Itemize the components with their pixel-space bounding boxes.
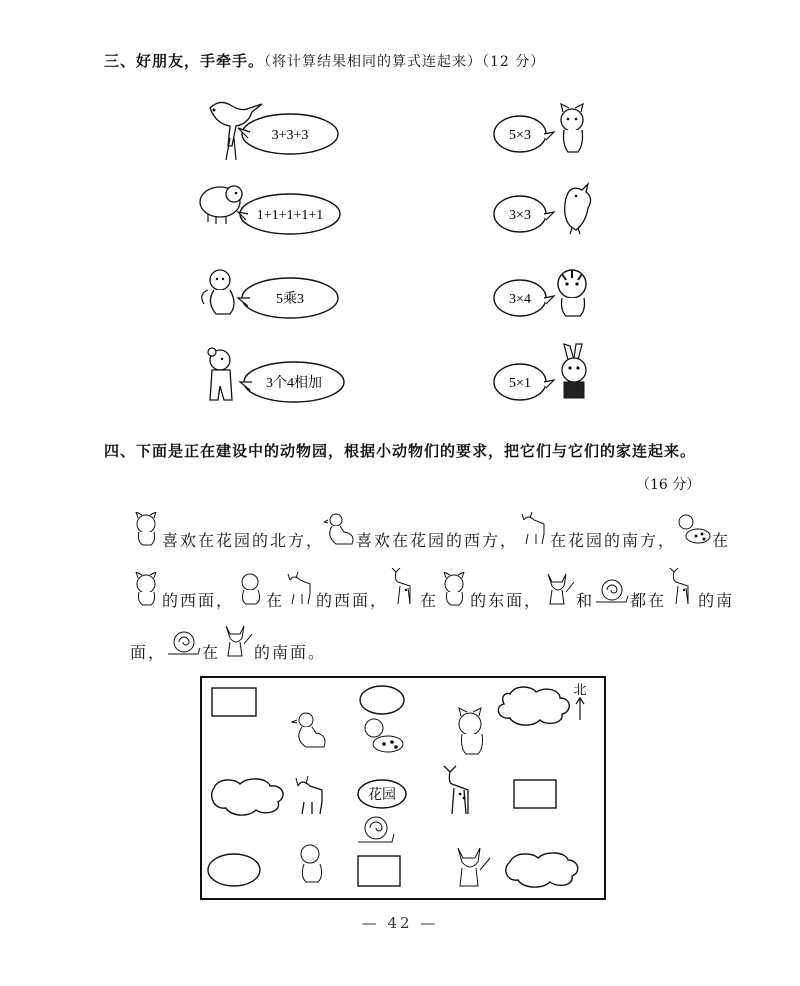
- duck-icon: [324, 512, 356, 550]
- right-bubble-1[interactable]: [494, 116, 554, 152]
- paragraph-line-1: 喜欢在花园的北方， 喜欢在花园的西方， 在花园的南方， 在: [130, 512, 730, 551]
- bear-icon: [208, 348, 232, 400]
- matching-area: [0, 80, 800, 420]
- section4-heading: 四、下面是正在建设中的动物园，根据小动物们的要求，把它们与它们的家连起来。: [104, 442, 697, 460]
- cat-icon: [438, 572, 470, 610]
- home-oval-top-center[interactable]: [360, 686, 404, 714]
- goat-icon: [284, 572, 316, 610]
- left-expr-4: 3个4相加: [266, 376, 322, 391]
- tiger-icon: [558, 270, 586, 316]
- left-bubble-3[interactable]: [238, 278, 338, 318]
- section3-heading: [104, 50, 545, 71]
- section3-title: 三、好朋友，手牵手。: [104, 52, 265, 70]
- right-expr-3: 3×4: [509, 292, 531, 307]
- right-expr-1: 5×3: [509, 128, 531, 143]
- cat-icon: [561, 104, 583, 152]
- left-bubble-2[interactable]: [238, 194, 340, 234]
- cat-icon: [130, 512, 162, 550]
- fox-icon: [542, 572, 576, 610]
- sheep-icon: [200, 186, 242, 224]
- right-bubble-2[interactable]: [494, 196, 554, 232]
- cat-icon: [130, 572, 162, 610]
- right-expr-2: 3×3: [509, 208, 531, 223]
- right-expr-4: 5×1: [509, 376, 531, 391]
- goat-icon: [518, 512, 550, 550]
- paragraph-line-2: 的西面， 在 的西面， 在 的东面， 和 都在 的南: [130, 568, 734, 611]
- dog-icon: [676, 512, 712, 550]
- parrot-icon: [565, 184, 591, 234]
- paragraph-line-3: 面， 在 的南面。: [130, 624, 326, 663]
- left-bubble-4[interactable]: [240, 362, 344, 402]
- home-rect-middle-right[interactable]: [514, 780, 556, 808]
- monkey-icon: [202, 270, 234, 314]
- section3-note: （将计算结果相同的算式连起来）（12 分）: [264, 54, 546, 70]
- monkey-icon: [234, 572, 266, 610]
- section4-score: （16 分）: [636, 477, 701, 493]
- garden-label: 花园: [368, 788, 396, 803]
- deer-icon: [388, 568, 420, 610]
- left-expr-3: 5乘3: [276, 292, 304, 307]
- right-bubble-3[interactable]: [494, 280, 554, 316]
- zoo-map: [200, 676, 608, 904]
- snail-icon: [166, 628, 202, 662]
- page-number: — 42 —: [361, 914, 439, 932]
- north-label: 北: [573, 682, 587, 697]
- home-oval-bottom-left[interactable]: [208, 854, 260, 886]
- home-rect-bottom-center[interactable]: [358, 856, 400, 886]
- right-bubble-4[interactable]: [494, 364, 554, 400]
- left-bubble-1[interactable]: [238, 114, 338, 154]
- left-expr-2: 1+1+1+1+1: [256, 208, 324, 223]
- left-expr-1: 3+3+3: [271, 128, 309, 143]
- rabbit-icon: [562, 344, 586, 398]
- home-rect-top-left[interactable]: [212, 688, 256, 716]
- fox-icon: [220, 624, 254, 662]
- deer-icon: [666, 568, 698, 610]
- snail-icon: [594, 576, 630, 610]
